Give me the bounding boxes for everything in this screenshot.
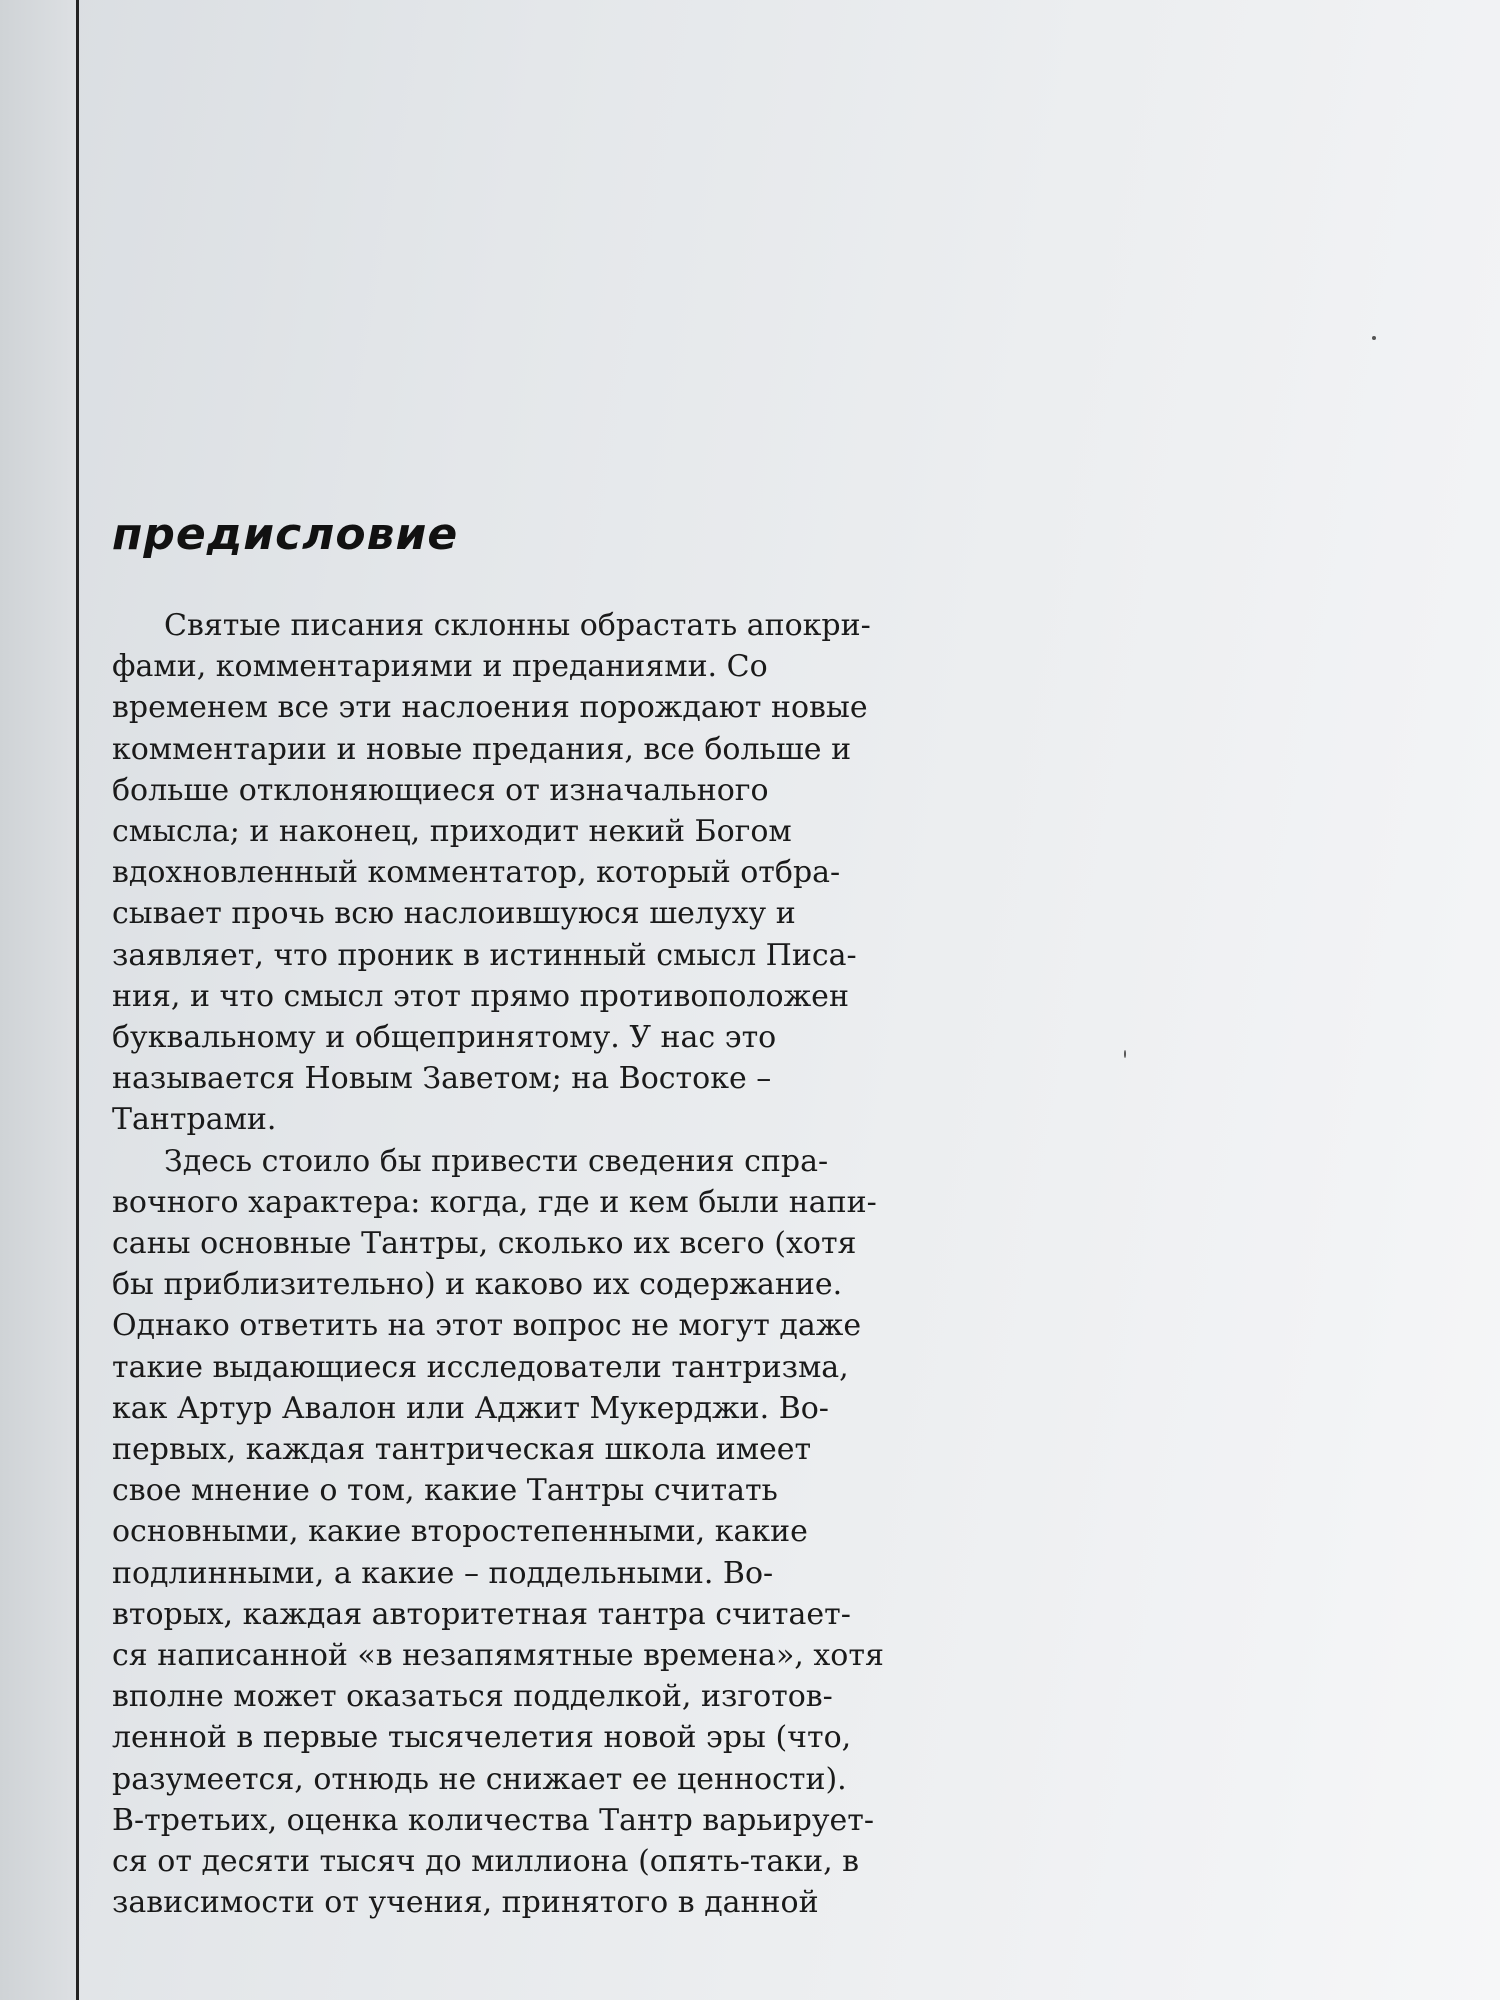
text-line: называется Новым Заветом; на Востоке – <box>112 1061 772 1097</box>
text-line: Тантрами. <box>112 1102 277 1138</box>
text-line: свое мнение о том, какие Тантры считать <box>112 1473 778 1509</box>
text-line: такие выдающиеся исследователи тантризма, <box>112 1349 849 1385</box>
paragraph-2 <box>112 1141 982 1924</box>
text-line: фами, комментариями и преданиями. Со <box>112 649 768 685</box>
text-line: смысла; и наконец, приходит некий Богом <box>112 814 792 850</box>
text-line: комментарии и новые предания, все больше и <box>112 731 852 767</box>
text-line: бы приблизительно) и каково их содержание. <box>112 1267 843 1303</box>
text-line: зависимости от учения, принятого в данной <box>112 1885 819 1921</box>
text-line: основными, какие второстепенными, какие <box>112 1514 808 1550</box>
text-line: вочного характера: когда, где и кем были напи- <box>112 1184 877 1220</box>
text-line: заявляет, что проник в истинный смысл Писа- <box>112 937 857 973</box>
text-line: ленной в первые тысячелетия новой эры (что, <box>112 1720 852 1756</box>
paragraph-1 <box>112 605 982 1141</box>
text-line: буквальному и общепринятому. У нас это <box>112 1020 777 1056</box>
paper-speck <box>1372 336 1376 340</box>
text-line: ся написанной «в незапямятные времена», хотя <box>112 1638 884 1674</box>
chapter-title: предисловие <box>112 509 459 560</box>
text-line: сывает прочь всю наслоившуюся шелуху и <box>112 896 796 932</box>
text-line: Однако ответить на этот вопрос не могут даже <box>112 1308 862 1344</box>
paper-speck <box>1124 1050 1126 1058</box>
text-line: вполне может оказаться подделкой, изготов- <box>112 1679 833 1715</box>
text-line: больше отклоняющиеся от изначального <box>112 772 769 808</box>
text-line: Святые писания склонны обрастать апокри- <box>164 608 871 643</box>
text-line: ния, и что смысл этот прямо противоположен <box>112 978 849 1014</box>
text-line: вторых, каждая авторитетная тантра считает- <box>112 1596 851 1632</box>
text-line: как Артур Авалон или Аджит Мукерджи. Во- <box>112 1390 829 1426</box>
page-edge-line <box>76 0 79 2000</box>
text-line: временем все эти наслоения порождают новые <box>112 690 868 726</box>
text-line: разумеется, отнюдь не снижает ее ценности). <box>112 1761 847 1797</box>
page-gutter-shadow <box>0 0 76 2000</box>
text-line: подлинными, а какие – поддельными. Во- <box>112 1555 774 1591</box>
text-line: первых, каждая тантрическая школа имеет <box>112 1432 812 1468</box>
text-line: вдохновленный комментатор, который отбра- <box>112 855 841 891</box>
text-line: ся от десяти тысяч до миллиона (опять-таки, в <box>112 1844 860 1880</box>
text-line: саны основные Тантры, сколько их всего (хотя <box>112 1226 857 1262</box>
page-content <box>112 505 982 1924</box>
text-line: Здесь стоило бы привести сведения спра- <box>164 1143 829 1179</box>
text-line: В-третьих, оценка количества Тантр варьирует- <box>112 1802 874 1838</box>
